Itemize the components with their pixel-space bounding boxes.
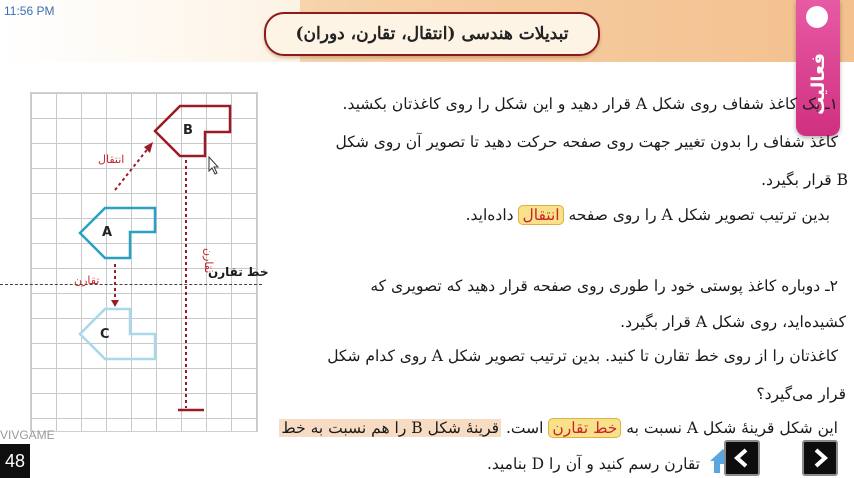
- translation-label: انتقال: [98, 153, 125, 166]
- p1-line4-post: داده‌اید.: [465, 206, 514, 224]
- paragraph-1-line-3: B قرار بگیرد.: [761, 171, 848, 189]
- cursor-icon: [209, 157, 218, 174]
- paragraph-2-line-4: قرار می‌گیرد؟: [756, 385, 846, 403]
- activity-label-text: فعالیت: [807, 53, 829, 115]
- reflection-arrow-ac-head-icon: [111, 300, 119, 307]
- paragraph-2-line-6: تقارن رسم کنید و آن را D بنامید.: [486, 455, 700, 473]
- page-title-text: تبدیلات هندسی (انتقال، تقارن، دوران): [295, 24, 569, 44]
- reflection-label-vertical: تقارن: [202, 248, 215, 274]
- paragraph-1-line-1: ۱ـ یک کاغذ شفاف روی شکل A قرار دهید و این شکل را روی کاغذتان بکشید.: [342, 95, 838, 113]
- p2-line5-pre: این شکل قرینهٔ شکل A نسبت به: [626, 419, 838, 437]
- paragraph-2-line-5: [258, 418, 838, 438]
- highlight-symmetry-axis: خط تقارن: [548, 418, 621, 438]
- activity-dot-icon: [806, 6, 828, 28]
- status-time: 11:56 PM: [4, 4, 55, 18]
- paragraph-1-line-2: کاغذ شفاف را بدون تغییر جهت روی صفحه حرکت دهید تا تصویر آن روی شکل: [335, 133, 838, 151]
- figure-svg: [0, 0, 269, 478]
- paragraph-1-line-4: [268, 205, 830, 225]
- prev-page-button[interactable]: [724, 440, 760, 476]
- paragraph-2-line-3: کاغذتان را از روی خط تقارن تا کنید. بدین ترتیب تصویر شکل A روی کدام شکل: [327, 347, 838, 365]
- paragraph-2-line-2: کشیده‌اید، روی شکل A قرار بگیرد.: [620, 313, 846, 331]
- shape-b-label: B: [183, 123, 193, 138]
- shape-c: [80, 309, 155, 359]
- activity-label: [796, 38, 840, 130]
- shape-c-label: C: [100, 327, 110, 342]
- p2-line5-tail: قرینهٔ شکل B را هم نسبت به خط: [281, 419, 500, 437]
- highlight-translation: انتقال: [518, 205, 563, 225]
- page-number: 48: [0, 444, 30, 478]
- next-page-button[interactable]: [802, 440, 838, 476]
- paragraph-2-line-1: ۲ـ دوباره کاغذ پوستی خود را طوری روی صفحه قرار دهید که تصویری که: [370, 277, 838, 295]
- p1-line4-pre: بدین ترتیب تصویر شکل A را روی صفحه: [568, 206, 830, 224]
- chevron-right-icon: [810, 448, 830, 468]
- p2-line5-post: است.: [506, 419, 544, 437]
- watermark: VIVGAME: [0, 428, 55, 442]
- shape-a-label: A: [102, 225, 113, 240]
- page-title: [264, 12, 600, 56]
- chevron-left-icon: [732, 448, 752, 468]
- symmetry-axis-label: خط تقارن: [208, 265, 269, 279]
- shape-a: [80, 208, 155, 258]
- reflection-label-left: تقارن: [74, 274, 100, 287]
